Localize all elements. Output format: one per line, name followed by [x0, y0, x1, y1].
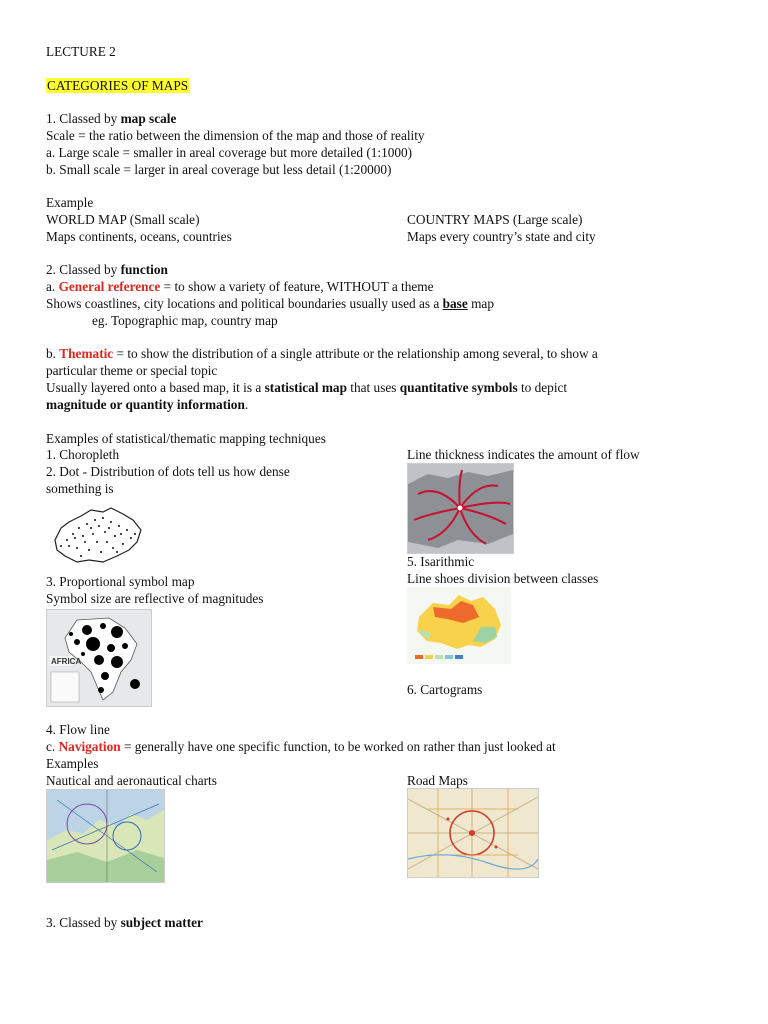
flow-caption: Line thickness indicates the amount of flow	[407, 447, 640, 462]
country-maps-label: COUNTRY MAPS (Large scale)	[407, 212, 583, 227]
flow-map-image	[407, 463, 514, 554]
dot-map-image	[47, 500, 147, 570]
techniques-heading: Examples of statistical/thematic mapping techniques	[46, 431, 326, 446]
general-reference-eg: eg. Topographic map, country map	[92, 313, 278, 328]
function-heading	[46, 262, 168, 279]
thematic-desc-2: that uses	[346, 380, 400, 395]
general-desc-1: Shows coastlines, city locations and political boundaries usually used as a	[46, 296, 443, 311]
general-reference-line	[46, 279, 434, 296]
navigation-examples: Examples	[46, 756, 99, 771]
magnitude-term: magnitude or quantity information	[46, 397, 245, 412]
proportional-symbol-map-image	[46, 609, 152, 707]
statistical-map-term: statistical map	[264, 380, 347, 395]
dot-item-line-1: 2. Dot - Distribution of dots tell us how dense	[46, 464, 290, 479]
africa-label: AFRICA	[51, 657, 82, 666]
subject-heading-prefix: 3. Classed by	[46, 915, 121, 930]
thematic-rest-1: = to show the distribution of a single attribute or the relationship among several, to show a	[113, 346, 598, 361]
quantitative-symbols-term: quantitative symbols	[399, 380, 518, 395]
thematic-desc-1: Usually layered onto a based map, it is a	[46, 380, 265, 395]
navigation-prefix: c.	[46, 739, 59, 754]
large-scale-item: a. Large scale = smaller in areal coverage but more detailed (1:1000)	[46, 145, 413, 160]
nautical-chart-image	[46, 789, 165, 883]
general-reference-term: General reference	[58, 279, 161, 294]
general-rest: = to show a variety of feature, WITHOUT a theme	[160, 279, 434, 294]
country-maps-desc: Maps every country’s state and city	[407, 229, 596, 244]
thematic-prefix: b.	[46, 346, 60, 361]
cartograms-item: 6. Cartograms	[407, 682, 483, 697]
world-map-label: WORLD MAP (Small scale)	[46, 212, 200, 227]
road-map-image	[407, 788, 539, 878]
choropleth-item: 1. Choropleth	[46, 447, 120, 462]
base-term: base	[442, 296, 468, 311]
navigation-rest: = generally have one specific function, to be worked on rather than just looked at	[120, 739, 556, 754]
function-heading-prefix: 2. Classed by	[46, 262, 121, 277]
road-maps-label: Road Maps	[407, 773, 468, 788]
subject-heading-bold: subject matter	[120, 915, 203, 930]
navigation-term: Navigation	[58, 739, 121, 754]
world-map-desc: Maps continents, oceans, countries	[46, 229, 232, 244]
general-reference-desc	[46, 296, 494, 313]
scale-heading-prefix: 1. Classed by	[46, 111, 121, 126]
general-desc-2: map	[467, 296, 494, 311]
isarithmic-item: 5. Isarithmic	[407, 554, 475, 569]
thematic-desc-line-1	[46, 380, 567, 397]
nautical-label: Nautical and aeronautical charts	[46, 773, 217, 788]
thematic-line-2: particular theme or special topic	[46, 363, 218, 378]
proportional-item: 3. Proportional symbol map	[46, 574, 195, 589]
scale-heading	[46, 111, 176, 128]
lecture-label: LECTURE 2	[46, 44, 116, 59]
thematic-desc-3: to depict	[517, 380, 568, 395]
isarithmic-desc: Line shoes division between classes	[407, 571, 599, 586]
navigation-line	[46, 739, 556, 756]
isarithmic-map-image	[407, 587, 511, 664]
page-title	[46, 78, 189, 95]
dot-item-line-2: something is	[46, 481, 114, 496]
thematic-term: Thematic	[59, 346, 114, 361]
highlighted-title: CATEGORIES OF MAPS	[47, 78, 189, 93]
flow-line-item: 4. Flow line	[46, 722, 110, 737]
thematic-desc-line-2	[46, 397, 248, 414]
subject-heading	[46, 915, 203, 932]
scale-definition: Scale = the ratio between the dimension of the map and those of reality	[46, 128, 425, 143]
function-heading-bold: function	[120, 262, 168, 277]
scale-heading-bold: map scale	[120, 111, 177, 126]
small-scale-item: b. Small scale = larger in areal coverage but less detail (1:20000)	[46, 162, 392, 177]
proportional-desc: Symbol size are reflective of magnitudes	[46, 591, 264, 606]
general-prefix: a.	[46, 279, 59, 294]
thematic-line-1	[46, 346, 598, 363]
thematic-desc-end: .	[244, 397, 249, 412]
example-label: Example	[46, 195, 94, 210]
